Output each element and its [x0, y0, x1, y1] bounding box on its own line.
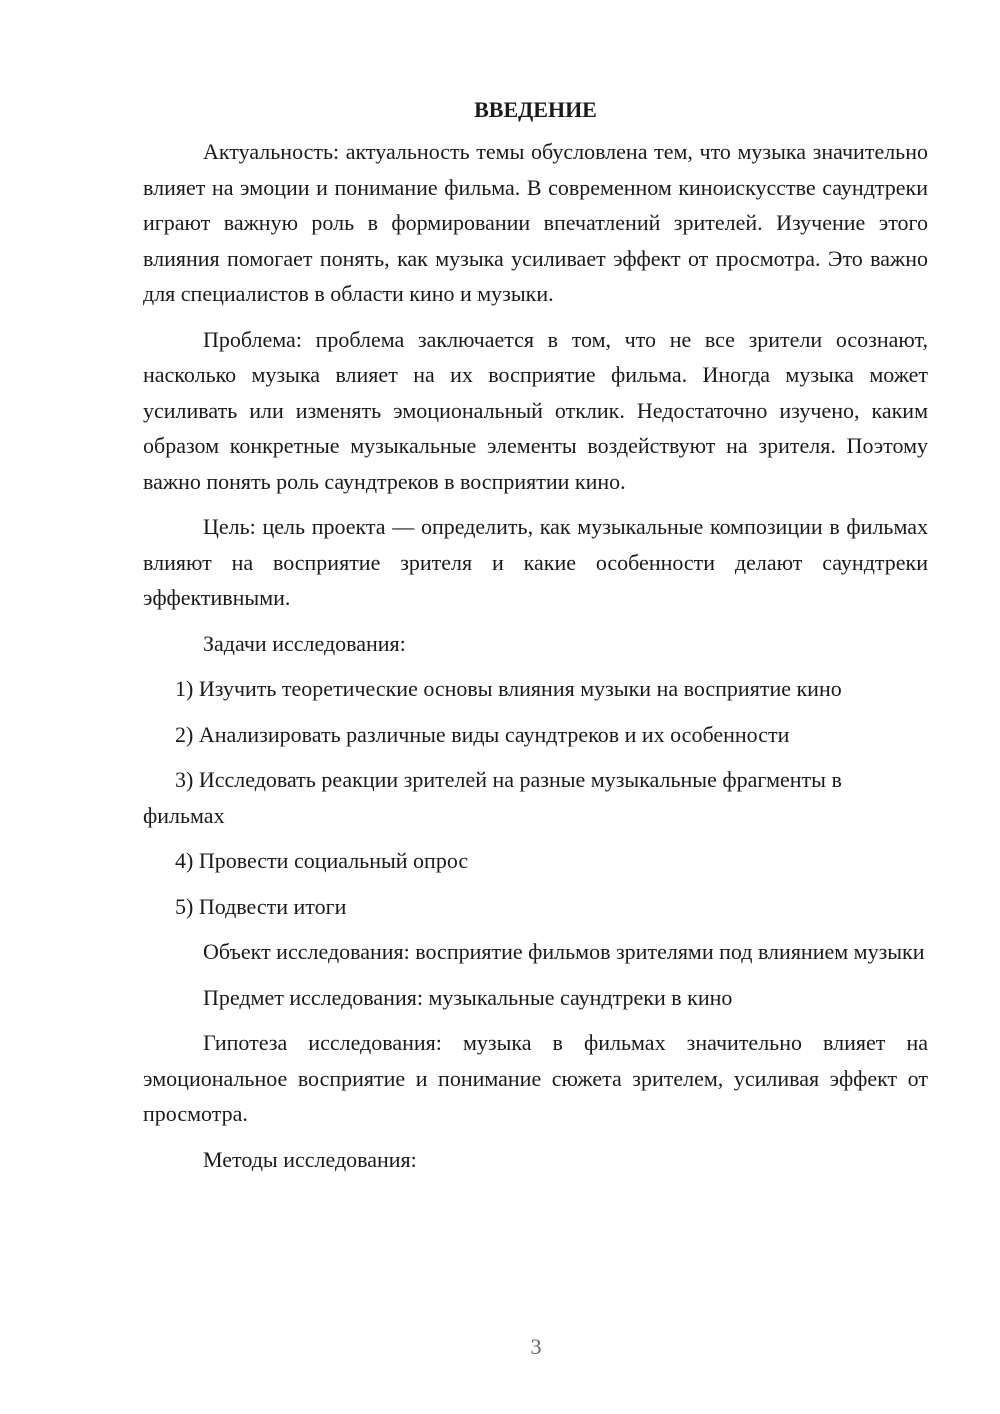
task-item-2: 2) Анализировать различные виды саундтреков и их особенности	[175, 721, 790, 747]
hypothesis-paragraph: Гипотеза исследования: музыка в фильмах значительно влияет на эмоциональное восприятие и понимание сюжета зрителем, усиливая эффект от просмотра.	[143, 1030, 928, 1126]
section-title: ВВЕДЕНИЕ	[474, 97, 597, 122]
page-number: 3	[530, 1334, 542, 1359]
tasks-heading: Задачи исследования:	[203, 630, 406, 656]
object-paragraph: Объект исследования: восприятие фильмов зрителями под влиянием музыки	[203, 939, 925, 964]
task-item-5: 5) Подвести итоги	[175, 893, 347, 919]
subject-paragraph: Предмет исследования: музыкальные саундтреки в кино	[203, 984, 733, 1010]
methods-heading: Методы исследования:	[203, 1146, 417, 1172]
document-page	[143, 96, 928, 1187]
task-item-3: 3) Исследовать реакции зрителей на разные музыкальные фрагменты в фильмах	[143, 767, 842, 828]
task-item-1: 1) Изучить теоретические основы влияния музыки на восприятие кино	[175, 676, 842, 701]
relevance-paragraph: Актуальность: актуальность темы обусловлена тем, что музыка значительно влияет на эмоции и понимание фильма. В современном киноискусстве саундтреки играют важную роль в формировании впечатлений зрителей. Изучение этого влияния помогает понять, как музыка усиливает эффект от просмотра. Это важно для специалистов в области кино и музыки.	[143, 139, 928, 306]
task-item-4: 4) Провести социальный опрос	[175, 848, 469, 873]
goal-paragraph: Цель: цель проекта — определить, как музыкальные композиции в фильмах влияют на восприятие зрителя и какие особенности делают саундтреки эффективными.	[143, 514, 928, 610]
problem-paragraph: Проблема: проблема заключается в том, что не все зрители осознают, насколько музыка влияет на их восприятие фильма. Иногда музыка может усиливать или изменять эмоциональный отклик. Недостаточно изучено, каким образом конкретные музыкальные элементы воздействуют на зрителя. Поэтому важно понять роль саундтреков в восприятии кино.	[143, 326, 928, 494]
